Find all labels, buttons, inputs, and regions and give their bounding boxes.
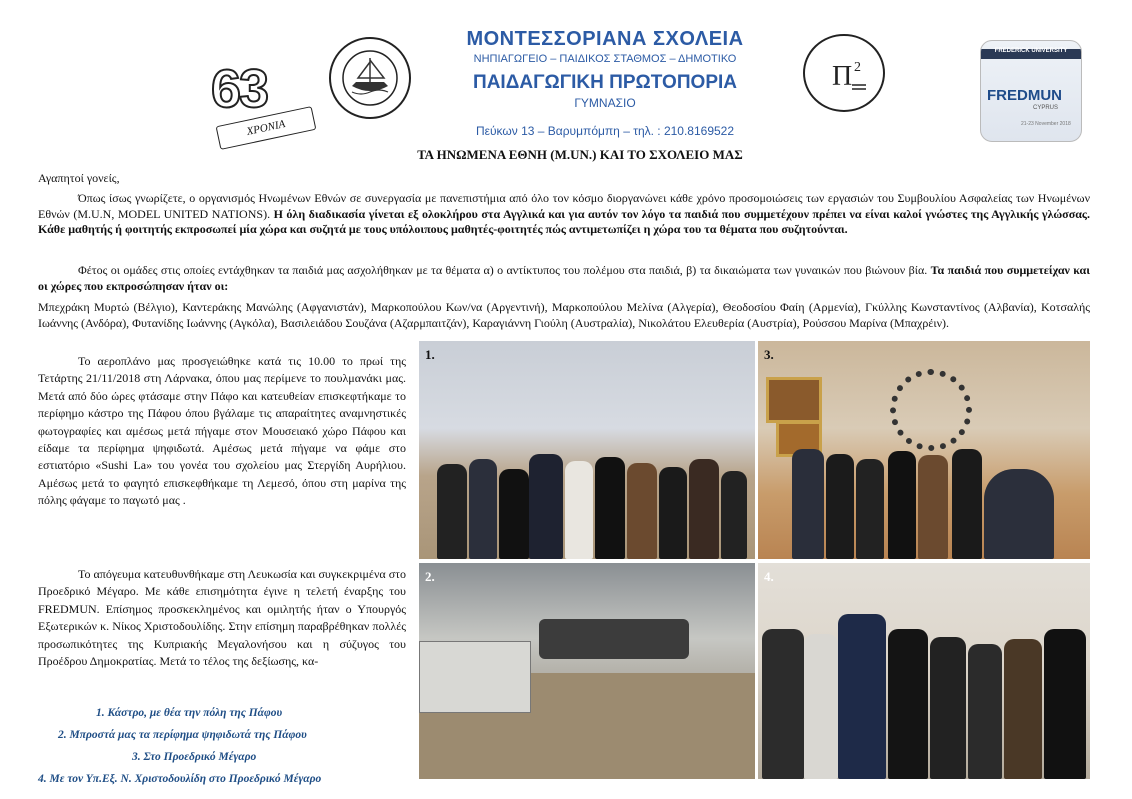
caption-2: 2. Μπροστά μας τα περίφημα ψηφιδωτά της Πάφου (58, 729, 307, 741)
article-title: ΤΑ ΗΝΩΜΕΝΑ ΕΘΝΗ (M.UN.) ΚΑΙ ΤΟ ΣΧΟΛΕΙΟ ΜΑΣ (417, 147, 743, 162)
trip-paragraph-1: Το αεροπλάνο μας προσγειώθηκε κατά τις 10.00 το πρωί της Τετάρτης 21/11/2018 στη Λάρνακα, όπου μας περίμενε το πουλμανάκι μας. Μετά από δύο ώρες φτάσαμε στην Πάφο και κατευθείαν επισκεφτήκαμε το περίφημο κάστρο της Πάφου όπου βγάλαμε τις απαραίτητες αναμνηστικές φωτογραφίες και αμέσως μετά πήγαμε στον Μουσειακό χώρο Πάφου και είδαμε τα περίφημα ψηφιδωτά. Αμέσως μετά πήγαμε να φάμε στο εστιατόριο «Sushi La» του γονέα του σχολείου μας Στεργίδη Αυρήλιου. Αμέσως μετά το φαγητό επισκεφθήκαμε τη Λεμεσό, όπου στη μαρίνα της πόλης φάγαμε το παγωτό μας . (38, 354, 406, 508)
photo-2-label: 2. (425, 569, 435, 584)
montessori-seal-logo (328, 36, 412, 120)
intro-text: Όπως ίσως γνωρίζετε, ο οργανισμός Ηνωμένων Εθνών σε συνεργασία με πανεπιστήμια από όλο τον κόσμο διοργανώνει κάθε χρόνο προσομοιώσεις των εργασιών του Συμβουλίου Ασφαλείας των Ηνωμένων Εθνών (M.U.N, MODEL UNITED NATIONS). (38, 191, 1090, 221)
pioneer-seal-logo (802, 33, 886, 113)
photo-1-label: 1. (425, 347, 435, 362)
fredmun-university: FREDERICK UNIVERSITY (994, 48, 1068, 54)
intro-bold-text: Η όλη διαδικασία γίνεται εξ ολοκλήρου στα Αγγλικά και για αυτόν τον λόγο τα παιδιά που συμμετέχουν πρέπει να είναι καλοί γνώστες της Αγγλικής γλώσσας. Κάθε μαθητής ή φοιτητής εκπροσωπεί μία χώρα και συζητά με τους υπόλοιπους μαθητές-φοιτητές πώς αντιμετωπίζει η χώρα του τα θέματα που συζητούνται. (38, 206, 1090, 236)
anniversary-ribbon: ΧΡΟΝΙΑ (216, 106, 317, 150)
fredmun-wordmark: FREDMUN (987, 87, 1062, 104)
school-subtitle-2: ΓΥΜΝΑΣΙΟ (574, 96, 636, 110)
fredmun-country: CYPRUS (1033, 105, 1059, 111)
svg-text:Π: Π (832, 61, 853, 92)
photo-presidential-palace (758, 341, 1090, 559)
school-address: Πεύκων 13 – Βαρυμπόμπη – τηλ. : 210.8169522 (475, 124, 735, 138)
photo-with-minister (758, 563, 1090, 779)
svg-text:2: 2 (854, 60, 861, 75)
participants-paragraph: Μπεχράκη Μυρτώ (Βέλγιο), Καντεράκης Μανώλης (Αφγανιστάν), Μαρκοπούλου Κων/να (Αργεντινή), Μαρκοπούλου Μελίνα (Αλγερία), Θεοδοσίου Φαίη (Αρμενία), Γκύλλης Κωνσταντίνος (Αλβανία), Κοτσαλής Ιωάννης (Ανδόρα), Φυτανίδης Ιωάννης (Αγκόλα), Βασιλειάδου Σουζάνα (Αζαρμπαιτζάν), Καραγιάννη Γιούλη (Αυστραλία), Νικολάτου Ελευθερία (Αυστρία), Ρούσσου Μαρίνα (Μπαχρέιν). (38, 300, 1090, 330)
greeting: Αγαπητοί γονείς, (38, 171, 120, 185)
fredmun-date: 21-23 November 2018 (1021, 121, 1071, 127)
anniversary-badge (205, 58, 315, 168)
caption-4: 4. Με τον Υπ.Εξ. Ν. Χριστοδουλίδη στο Προεδρικό Μέγαρο (38, 773, 322, 785)
anniversary-number: 63 (211, 59, 268, 119)
school-title: ΜΟΝΤΕΣΣΟΡΙΑΝΑ ΣΧΟΛΕΙΑ (466, 28, 744, 50)
topics-text: Φέτος οι ομάδες στις οποίες εντάχθηκαν τα παιδιά μας ασχολήθηκαν με τα θέματα α) ο αντίκτυπος του πολέμου στα παιδιά, β) τα δικαιώματα των γυναικών που βιώνουν βία. (78, 263, 931, 277)
school-header (430, 27, 780, 139)
fredmun-logo (980, 40, 1082, 142)
topics-paragraph (38, 263, 1090, 294)
topics-bold-text: Τα παιδιά που συμμετείχαν και οι χώρες που εκπροσώπησαν ήταν οι: (38, 263, 1090, 293)
intro-paragraph (38, 191, 1090, 238)
photo-3-label: 3. (764, 347, 774, 362)
photo-castle-group (419, 341, 755, 559)
photo-mosaics (419, 563, 755, 779)
trip-paragraph-2: Το απόγευμα κατευθυνθήκαμε στη Λευκωσία και συγκεκριμένα στο Προεδρικό Μέγαρο. Με κάθε επισημότητα έγινε η τελετή έναρξης του FREDMUN. Επίσημος προσκεκλημένος και ομιλητής ήταν ο Υπουργός Εξωτερικών κ. Νίκος Χριστοδουλίδης. Στην επίσημη παραβρέθηκαν πολλές προσωπικότητες της Κυπριακής Μεγαλονήσου και η σύζυγος του Προέδρου Δημοκρατίας. Μετά το τέλος της δεξίωσης, κα- (38, 567, 406, 669)
caption-3: 3. Στο Προεδρικό Μέγαρο (132, 751, 257, 763)
photo-4-label: 4. (764, 569, 774, 584)
school-subtitle: ΝΗΠΙΑΓΩΓΕΙΟ – ΠΑΙΔΙΚΟΣ ΣΤΑΘΜΟΣ – ΔΗΜΟΤΙΚΟ (473, 53, 737, 65)
caption-1: 1. Κάστρο, με θέα την πόλη της Πάφου (96, 707, 283, 719)
school-title-2: ΠΑΙΔΑΓΩΓΙΚΗ ΠΡΩΤΟΠΟΡΙΑ (472, 72, 737, 93)
